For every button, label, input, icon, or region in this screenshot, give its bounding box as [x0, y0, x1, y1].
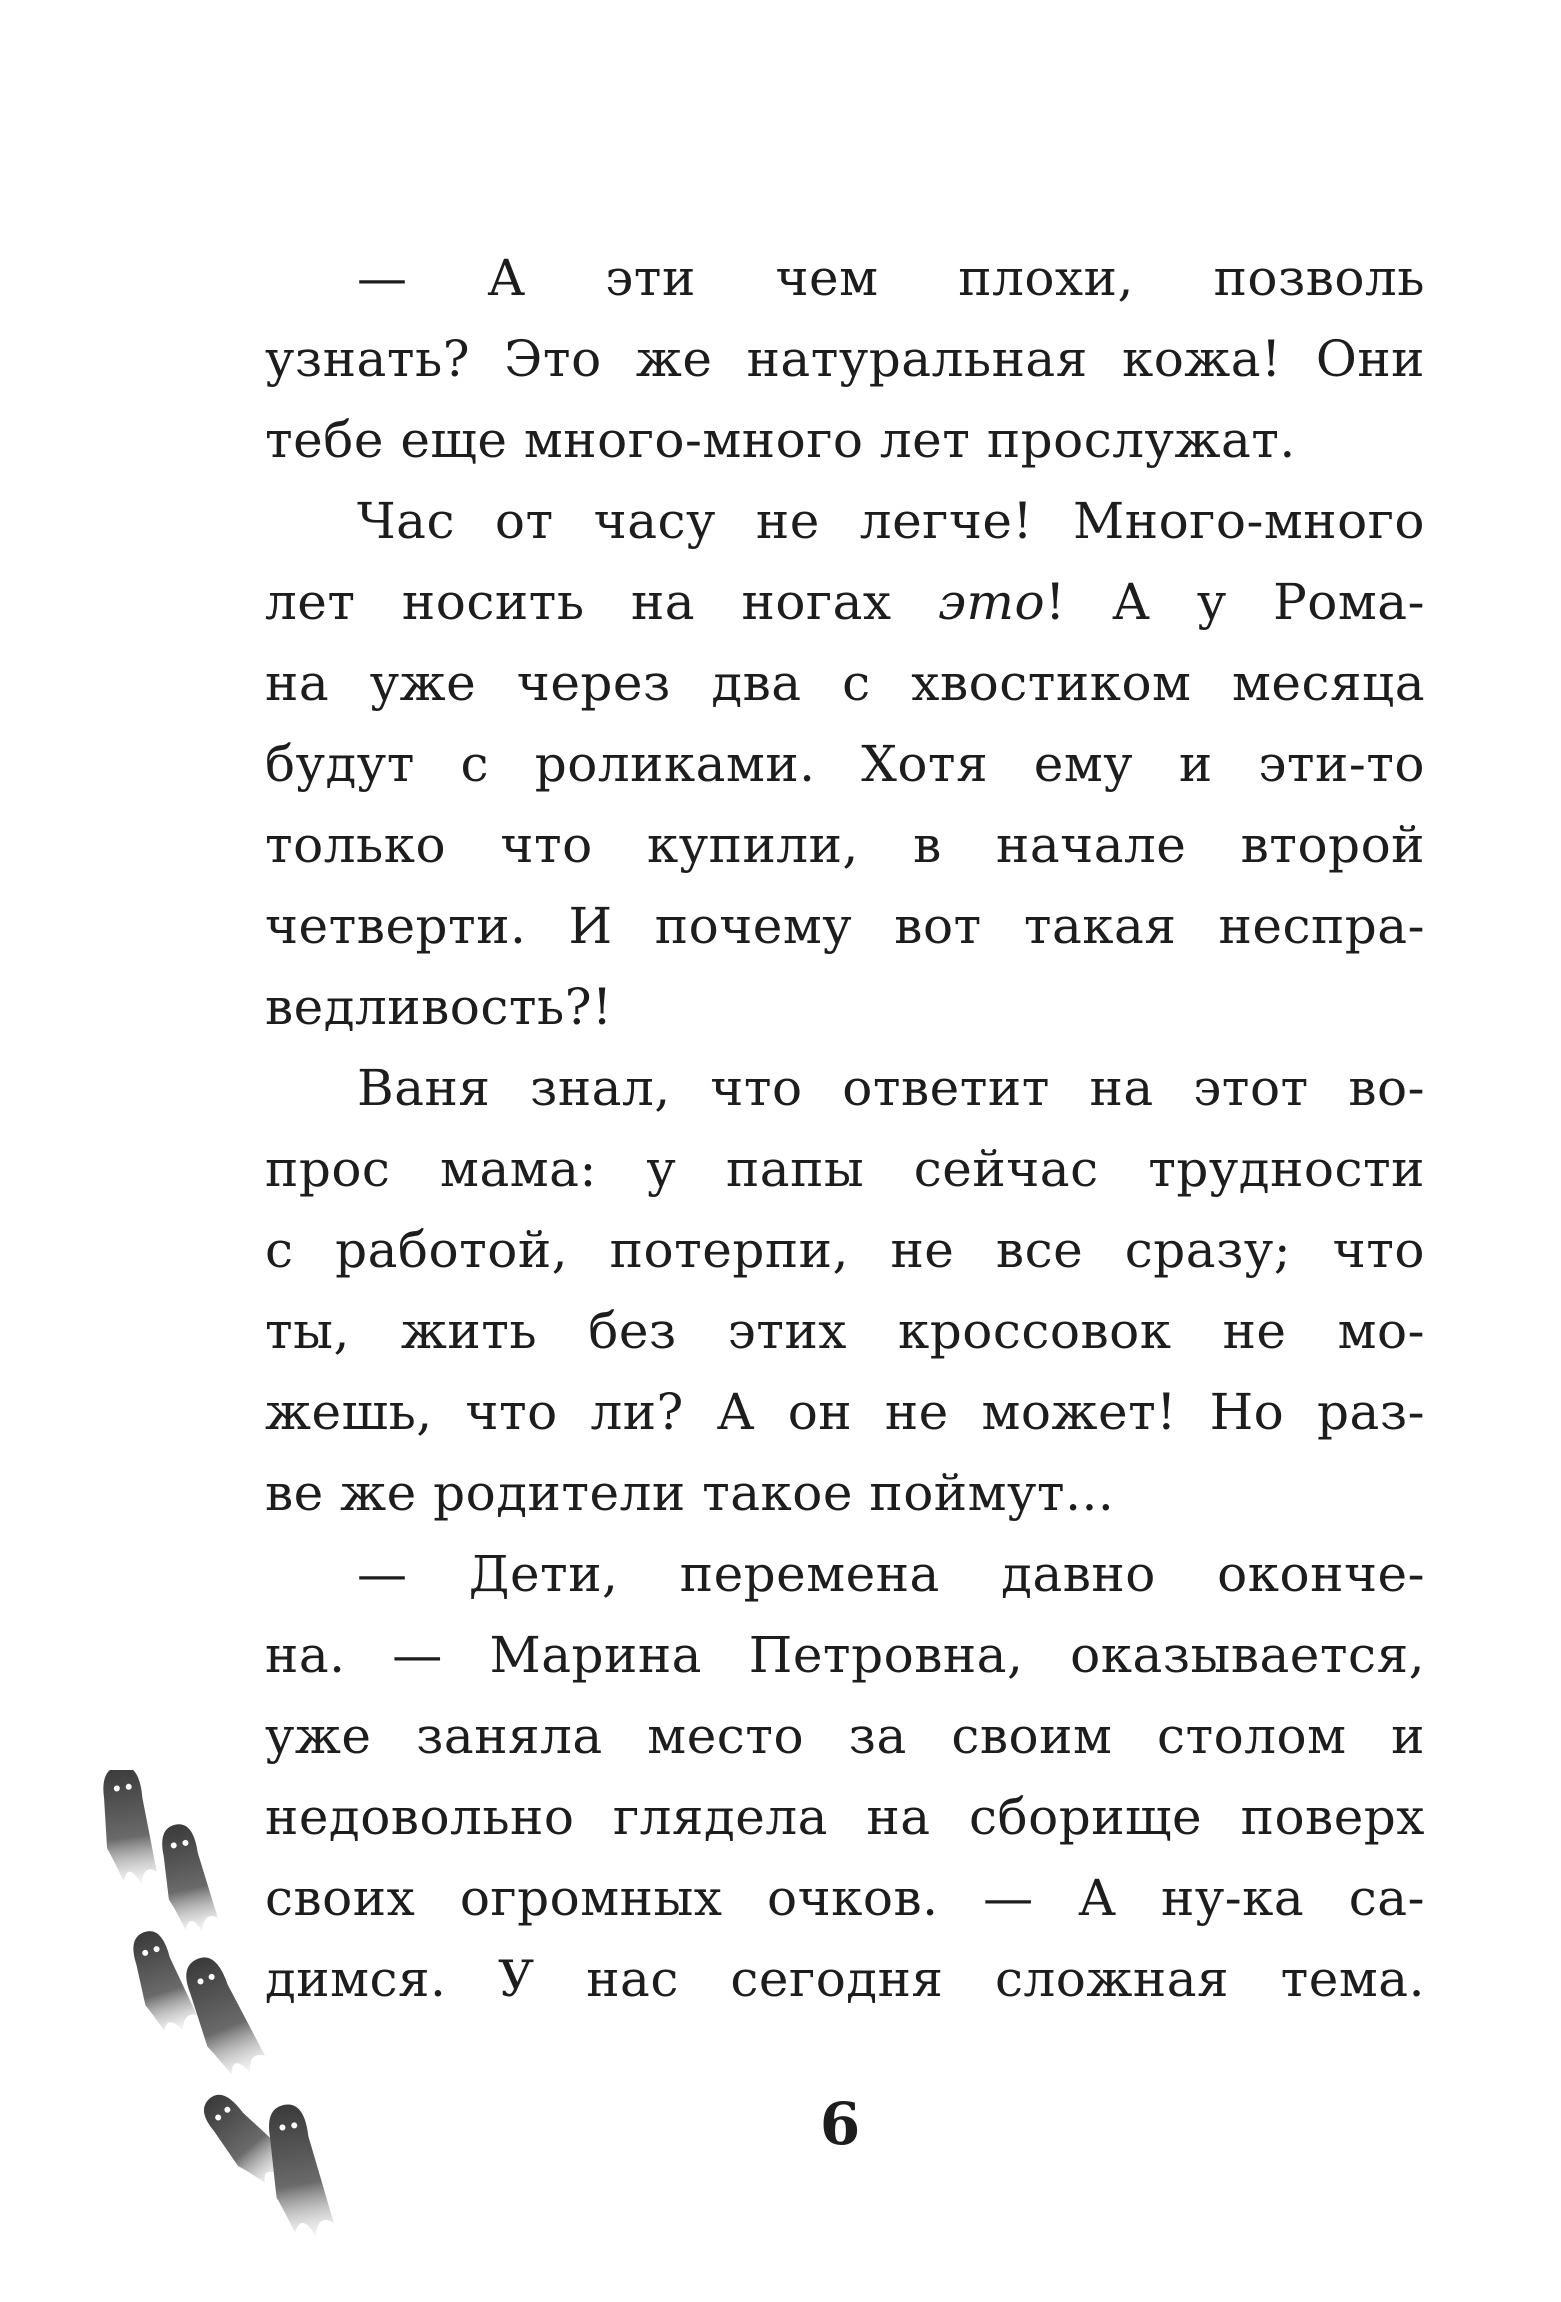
text-line: ве же родители такое поймут... [265, 1464, 1115, 1522]
text-line: димся. У нас сегодня сложная тема. [265, 1950, 1425, 2008]
text-line [265, 562, 1425, 643]
text-line: будут с роликами. Хотя ему и эти-то [265, 735, 1425, 793]
text-line: только что купили, в начале второй [265, 816, 1425, 874]
text-line: прос мама: у папы сейчас трудности [265, 1140, 1425, 1198]
text-line: ты, жить без этих кроссовок не мо- [265, 1302, 1425, 1360]
text-line: жешь, что ли? А он не может! Но раз- [265, 1383, 1425, 1441]
ghost-icon [154, 1820, 220, 1937]
text-segment: лет носить на ногах [265, 573, 939, 631]
text-line: Ваня знал, что ответит на этот во- [357, 1059, 1425, 1117]
text-line: четверти. И почему вот такая неспра- [265, 897, 1425, 955]
ghosts-illustration-icon [60, 1770, 360, 2270]
page-number: 6 [819, 2090, 861, 2158]
text-line: ведливость?! [265, 978, 613, 1036]
text-line: своих огромных очков. — А ну-ка са- [265, 1869, 1425, 1927]
ghost-icon [176, 1949, 269, 2084]
emphasized-word: это [938, 573, 1046, 631]
ghost-icon [96, 1770, 158, 1888]
text-line: на уже через два с хвостиком месяца [265, 654, 1425, 712]
text-line: недовольно глядела на сборище поверх [265, 1788, 1425, 1846]
text-line: — Дети, перемена давно оконче- [357, 1545, 1425, 1603]
text-line: — А эти чем плохи, позволь [357, 249, 1425, 307]
text-line: с работой, потерпи, не все сразу; что [265, 1221, 1425, 1279]
text-segment: ! А у Рома- [1045, 573, 1425, 631]
text-line: уже заняла место за своим столом и [265, 1707, 1425, 1765]
text-line: тебе еще много-много лет прослужат. [265, 411, 1296, 469]
body-text [265, 238, 1425, 2020]
text-line: узнать? Это же натуральная кожа! Они [265, 330, 1425, 388]
text-line: Час от часу не легче! Много-много [357, 492, 1425, 550]
text-line: на. — Марина Петровна, оказывается, [265, 1626, 1425, 1684]
